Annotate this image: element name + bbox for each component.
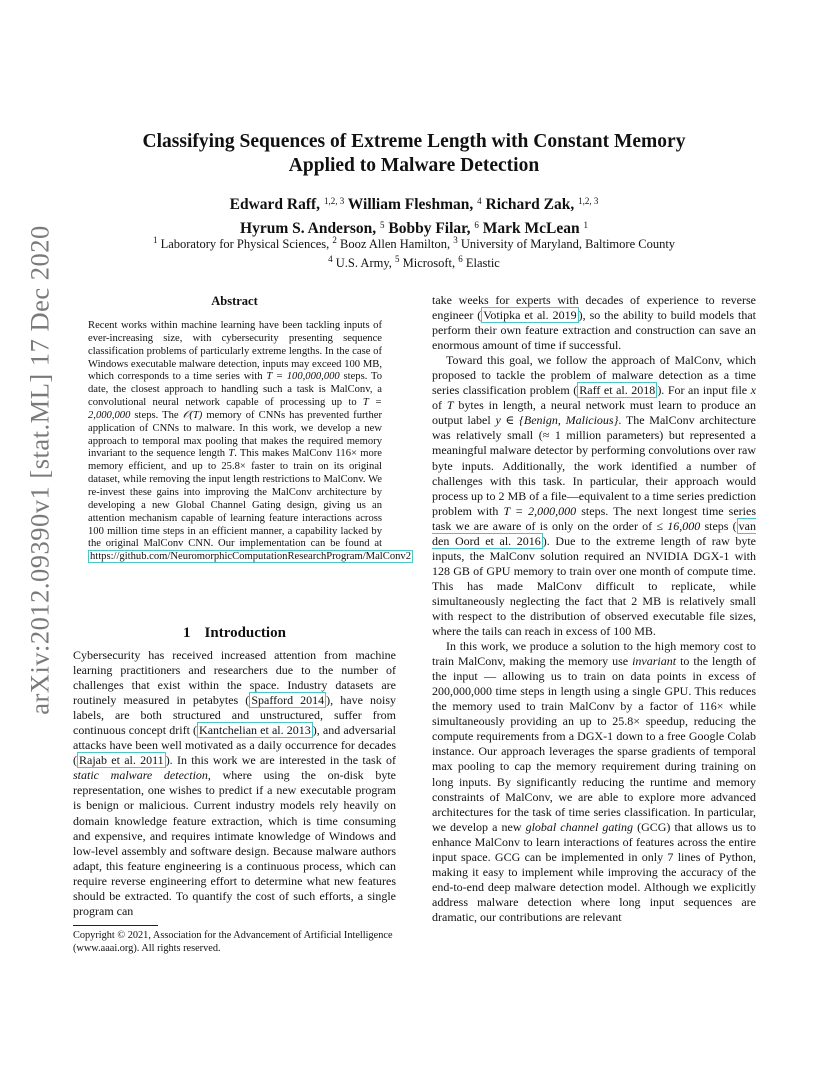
arxiv-side-stamp xyxy=(20,225,60,715)
math-inline: y ∈ {Benign, Malicious} xyxy=(495,413,619,428)
affiliation-line-1 xyxy=(90,233,738,252)
affiliation: Laboratory for Physical Sciences, xyxy=(160,237,330,251)
body-text: In this work, we produce a solution to the high memory cost to train MalConv, making the memory use xyxy=(432,639,756,669)
citation-link[interactable]: Spafford 2014 xyxy=(251,693,325,708)
author-affil-sup: 1,2, 3 xyxy=(323,196,345,206)
abstract-text: steps. The xyxy=(130,409,183,421)
affil-sup: 1 xyxy=(152,235,158,245)
affiliation-line-2 xyxy=(90,252,738,271)
section-heading-introduction xyxy=(73,625,396,642)
emphasis-text: global channel gating xyxy=(525,819,634,834)
affil-sup: 6 xyxy=(458,254,463,264)
math-inline: T = 100,000,000 xyxy=(266,371,340,383)
author-line-1 xyxy=(100,191,728,215)
footnote-rule xyxy=(73,925,158,926)
body-text: ). Due to the extreme length of raw byte inputs, the MalConv solution required an NVIDIA DGX-1 with 128 GB of GPU memory to train over one month of compute time. This has made MalConv difficult to replicate, while simultaneously neglecting the fact that 2 MB is relatively small with respect to the distribution of observed executable file sizes, where the tails can reach in excess of 100 MB. xyxy=(432,533,757,639)
body-text: . The MalConv architecture was relatively small (≈ 1 million parameters) but represented a meaningful malware detector by performing convolutions over raw byte inputs. Additionally, the work identified a number of challenges with this task. In particular, their approach would process up to 2 MB of a file—equivalent to a time series prediction problem with xyxy=(432,413,756,518)
author-affil-sup: 6 xyxy=(474,220,479,230)
author-affil-sup: 5 xyxy=(379,220,385,230)
paragraph xyxy=(432,353,756,639)
author-name: William Fleshman, xyxy=(347,196,474,213)
section-number: 1 xyxy=(183,625,191,641)
author-list xyxy=(100,191,728,239)
introduction-body xyxy=(73,648,396,919)
abstract-text: steps. To date, the closest approach to handling such a task is MalConv, a convolutional neural network capable of processing up to xyxy=(88,371,382,409)
citation-link[interactable]: Rajab et al. 2011 xyxy=(79,753,164,768)
arxiv-identifier: arXiv:2012.09390v1 [stat.ML] 17 Dec 2020 xyxy=(24,225,55,715)
paper-title xyxy=(100,130,728,177)
body-text: Cybersecurity has received increased attention from machine learning practitioners and researchers due to the number of challenges that exist within the space. Industry datasets are routinely measured in petabytes ( xyxy=(73,648,396,708)
body-text: bytes in length, a neural network must learn to produce an output label xyxy=(432,398,757,428)
author-name: Edward Raff, xyxy=(229,196,321,213)
title-line-1: Classifying Sequences of Extreme Length with Constant Memory xyxy=(142,131,686,152)
paragraph xyxy=(432,639,756,925)
author-affil-sup: 1,2, 3 xyxy=(578,196,599,206)
body-text: to the length of the input — allowing us to train on data points in excess of 200,000,000 time steps in length using a single GPU. This reduces the memory used to train MalConv by a factor of 116× while simultaneously providing an up to 25.8× speedup, reducing the compute requirements from a DGX-1 down to a free Google Colab instance. Our approach leverages the sparse gradients of temporal max pooling to cap the memory requirement during training on long inputs. By significantly reducing the runtime and memory constraints of MalConv, we are able to explore more advanced architectures for the task of time series classification. In particular, we develop a new xyxy=(432,654,757,834)
citation-link[interactable]: Kantchelian et al. 2013 xyxy=(199,723,311,738)
section-title: Introduction xyxy=(204,625,286,641)
abstract-text: memory of CNNs has prevented further application of CNNs to malware. In this work, we develop a new approach to temporal max pooling that makes the required memory invariant to the sequence length xyxy=(88,409,383,460)
citation-link[interactable]: Raff et al. 2018 xyxy=(579,383,656,398)
body-text: take weeks for experts with decades of experience to reverse engineer ( xyxy=(432,293,756,323)
body-text: steps. The next longest time series task we are aware of is only on the order of xyxy=(432,503,756,533)
math-inline: T = 2,000,000 xyxy=(503,503,577,518)
citation-link[interactable]: Votipka et al. 2019 xyxy=(483,308,577,323)
emphasis-text: static malware detection xyxy=(73,768,208,783)
author-name: Richard Zak, xyxy=(485,196,575,213)
affiliation: Microsoft, xyxy=(402,256,456,270)
body-text: , where using the on-disk byte representation, one wishes to predict if a new executable program is benign or malicious. Current industry models rely heavily on domain knowledge feature extraction, which is time consuming and expensive, and requires intimate knowledge of Windows and low-level assembly and software design. Because malware authors adapt, this feature engineering is a continuous process, which can require reverse engineering effort to determine what new features should be extracted. To quantify the cost of such efforts, a single program can xyxy=(73,768,396,918)
math-inline: T xyxy=(446,398,454,413)
author-name: Mark McLean xyxy=(482,220,580,237)
copyright-notice: Copyright © 2021, Association for the Advancement of Artificial Intelligence (www.aaai.org). All rights reserved. xyxy=(73,930,393,954)
author-name: Bobby Filar, xyxy=(388,220,471,237)
math-inline: T xyxy=(228,448,235,460)
affil-sup: 2 xyxy=(332,235,337,245)
citation-link[interactable]: van den Oord et al. 2016 xyxy=(432,518,756,548)
github-repo-link[interactable]: https://github.com/NeuromorphicComputationResearchProgram/MalConv2 xyxy=(90,551,412,563)
abstract-body xyxy=(88,320,412,564)
body-text: steps ( xyxy=(700,518,737,533)
math-inline: T = 2,000,000 xyxy=(88,397,383,421)
title-line-2: Applied to Malware Detection xyxy=(288,154,540,176)
math-inline: ≤ 16,000 xyxy=(656,518,701,533)
right-column-body xyxy=(432,293,756,925)
abstract-text: . This makes MalConv 116× more memory efficient, and up to 25.8× faster to train on its original dataset, while removing the input length restrictions to MalConv. We re-invest these gains into improving the MalConv architecture by developing a new Global Channel Gating design, giving us an attention mechanism capable of learning feature interactions across 100 million time steps in an efficient manner, a capability lacked by the original MalConv CNN. Our implementation can be found at xyxy=(88,448,382,550)
paragraph xyxy=(432,293,756,353)
affiliation: U.S. Army, xyxy=(335,256,392,270)
body-text: ), and adversarial attacks have been well motivated as a daily occurrence for decades ( xyxy=(73,723,396,768)
affiliation: Booz Allen Hamilton, xyxy=(340,237,451,251)
body-text: ). For an input file xyxy=(657,383,751,398)
body-text: ). In this work we are interested in the task of xyxy=(165,753,396,768)
math-inline: x xyxy=(750,383,756,398)
affil-sup: 3 xyxy=(453,235,458,245)
body-text: (GCG) that allows us to enhance MalConv to learn interactions of features across the entire input space. GCG can be implemented in only 7 lines of Python, making it easy to implement while improving the accuracy of the end-to-end deep malware detection model. Although we explicitly address malware detection where long input sequences are dramatic, our contributions are relevant xyxy=(432,819,756,924)
emphasis-text: invariant xyxy=(632,654,677,669)
affiliation: University of Maryland, Baltimore County xyxy=(460,237,676,251)
body-text: Toward this goal, we follow the approach of MalConv, which proposed to tackle the problem of malware detection as a time series classification problem ( xyxy=(432,353,756,398)
math-inline: 𝒪(T) xyxy=(182,409,203,421)
body-text: of xyxy=(432,398,447,413)
affiliations xyxy=(90,233,738,271)
author-name: Hyrum S. Anderson, xyxy=(240,220,377,237)
affil-sup: 4 xyxy=(328,254,333,264)
body-text: ), have noisy labels, are both structured and unstructured, suffer from continuous concept drift ( xyxy=(73,693,396,738)
affil-sup: 5 xyxy=(395,254,400,264)
abstract-heading: Abstract xyxy=(211,294,258,308)
affiliation: Elastic xyxy=(465,256,500,270)
author-affil-sup: 1 xyxy=(583,220,588,230)
author-affil-sup: 4 xyxy=(477,196,482,206)
body-text: ), so the ability to build models that perform their own feature extraction and construction can save an enormous amount of time if successful. xyxy=(432,308,756,353)
abstract-text: Recent works within machine learning have been tackling inputs of ever-increasing size, with cybersecurity presenting sequence classification problems of particularly extreme lengths. In the case of Windows executable malware detection, inputs may exceed 100 MB, which corresponds to a time series with xyxy=(88,320,382,383)
